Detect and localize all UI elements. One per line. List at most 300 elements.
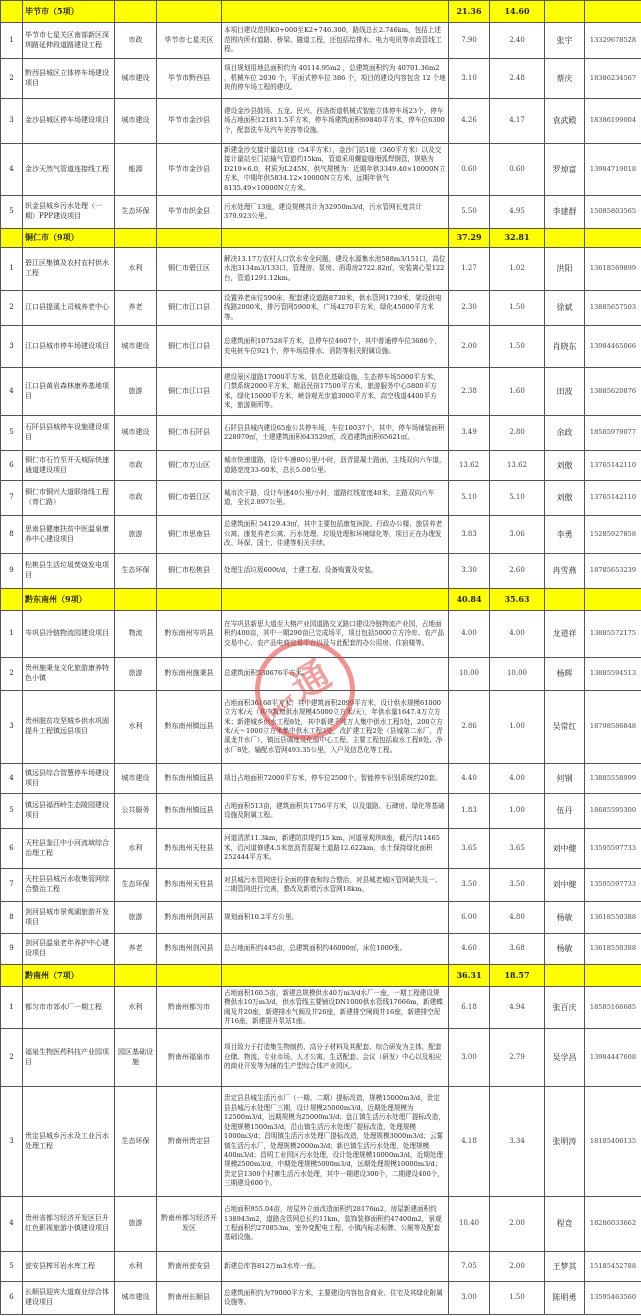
- planned-amount: 13.62: [490, 451, 545, 481]
- group-header-row: [1, 229, 641, 248]
- total-investment: 3.65: [449, 829, 490, 869]
- planned-amount: 3.68: [490, 934, 545, 965]
- project-type: 市政: [115, 23, 157, 59]
- contact-person: 陈明勇: [545, 1282, 585, 1315]
- contact-person: 王梦其: [545, 1252, 585, 1282]
- contact-phone: 13885594513: [585, 658, 641, 691]
- planned-amount: 2.40: [490, 23, 545, 59]
- total-investment: 3.10: [449, 59, 490, 99]
- row-number: 6: [1, 1282, 23, 1315]
- planned-amount: 2.80: [490, 416, 545, 451]
- project-type: 市政: [115, 481, 157, 516]
- row-number: 3: [1, 99, 23, 144]
- contact-person: 杨敏: [545, 902, 585, 934]
- project-description: 城市次干路，设计车速40公里/小时，道路红线宽度40米，主路双向六车道，全长2.897公里。: [222, 481, 449, 516]
- group-total: 37.29: [449, 229, 490, 248]
- project-location: 铜仁市石阡县: [157, 416, 222, 451]
- project-type: 城市建设: [115, 764, 157, 794]
- row-number: 2: [1, 1029, 23, 1087]
- project-description: 项目规划用地总面积约为 40114.95m2 ，总建筑面积约为 40701.36m2 ，机械车位 2030 个，平面式停车位 386 个，项目的建设内容包含 12 个地块的停车场工程的建设。: [222, 59, 449, 99]
- project-description: 总占地面积约445亩，总建筑面积约46000㎡，床位1000张。: [222, 934, 449, 965]
- group-empty-cell: [585, 229, 641, 248]
- group-header-row: [1, 589, 641, 611]
- project-type: 旅游: [115, 1197, 157, 1252]
- group-amount: 18.57: [490, 965, 545, 987]
- project-description: 项目占地面积72000平方米，停车位2500个，智能停车识别系统约20套。: [222, 764, 449, 794]
- project-table-body: [1, 1, 641, 1315]
- table-row: [1, 248, 641, 291]
- contact-phone: 13885558999: [585, 764, 641, 794]
- project-type: 城市建设: [115, 326, 157, 368]
- planned-amount: 2.00: [490, 1252, 545, 1282]
- project-type: 水利: [115, 691, 157, 764]
- total-investment: 5.10: [449, 481, 490, 516]
- contact-phone: 13984719018: [585, 144, 641, 196]
- project-location: 铜仁市松桃县: [157, 554, 222, 589]
- table-row: [1, 59, 641, 99]
- project-name: 江口县提溪土司城养老中心: [23, 291, 115, 326]
- project-type: 城市建设: [115, 1282, 157, 1315]
- row-number: 1: [1, 987, 23, 1029]
- total-investment: 5.50: [449, 196, 490, 229]
- total-investment: 4.26: [449, 99, 490, 144]
- total-investment: 3.83: [449, 516, 490, 554]
- contact-phone: 15285927858: [585, 516, 641, 554]
- project-description: 规划面积10.2平方公里。: [222, 902, 449, 934]
- row-number: 5: [1, 1252, 23, 1282]
- group-empty-cell: [157, 589, 222, 611]
- row-number: 3: [1, 326, 23, 368]
- group-empty-cell: [545, 589, 585, 611]
- planned-amount: 4.00: [490, 764, 545, 794]
- group-empty-cell: [115, 1, 157, 23]
- table-row: [1, 691, 641, 764]
- table-row: [1, 1197, 641, 1252]
- project-location: 铜仁市万山区: [157, 451, 222, 481]
- project-type: 生态环保: [115, 554, 157, 589]
- group-empty-cell: [115, 589, 157, 611]
- project-location: 铜仁市江口县: [157, 368, 222, 416]
- project-description: 建设景区道路17000平方米，信息化基础设施，生态停车场5000平方米，门禁系统2000平方米，精品民宿17500平方米，旅游服务中心5800平方米，绿化15000平方米，峡谷观光步道3000平方米，高空栈道4400平方米，旅游厕所等。: [222, 368, 449, 416]
- contact-phone: 18386234567: [585, 59, 641, 99]
- total-investment: 7.05: [449, 1252, 490, 1282]
- project-description: 解决13.17万农村人口饮水安全问题，建设水源集水池588m3/151口，高位水池3134m3/133口，管理房、泵房、消毒房2722.82㎡，安装离心泵122台，管道1291.12km。: [222, 248, 449, 291]
- project-description: 新建总库容812万m3水库一座。: [222, 1252, 449, 1282]
- project-name: 镇远县综合智慧停车场建设项目: [23, 764, 115, 794]
- total-investment: 13.62: [449, 451, 490, 481]
- table-row: [1, 291, 641, 326]
- total-investment: 10.00: [449, 658, 490, 691]
- project-name: 毕节市七星关区南部新区深圳路延伸段道路建设工程: [23, 23, 115, 59]
- project-name: 织金县城乡污水处理（一期）PPP建设项目: [23, 196, 115, 229]
- project-type: 市政: [115, 451, 157, 481]
- group-title: 铜仁市（9项）: [23, 229, 115, 248]
- contact-person: 程竞: [545, 1197, 585, 1252]
- project-type: 旅游: [115, 368, 157, 416]
- row-number: 2: [1, 59, 23, 99]
- project-location: 铜仁市江口县: [157, 291, 222, 326]
- row-number: 8: [1, 516, 23, 554]
- contact-person: 何钢: [545, 764, 585, 794]
- project-description: 建设金沙县鼓场、五龙、民兴、西洛街道机械式智能立体停车场23个，停车场占地面积121811.5平方米，停车场建筑面积69840平方米，停车位6300个，配套洗车及汽车美容等设施。: [222, 99, 449, 144]
- contact-phone: 13618550388: [585, 934, 641, 965]
- contact-person: 袁武殿: [545, 99, 585, 144]
- project-location: 黔南州都匀经济开发区: [157, 1197, 222, 1252]
- total-investment: 4.60: [449, 934, 490, 965]
- project-type: 旅游: [115, 516, 157, 554]
- project-description: 项目致力于打造集生物制药、高分子材料及其配套、综合研发为主体，配套仓储、物流、专业市场、人才公寓、生活配套、会议（研发）中心以及相应的商业开发等为辅的生产型综合体产业园区。: [222, 1029, 449, 1087]
- contact-person: 李建群: [545, 196, 585, 229]
- table-row: [1, 658, 641, 691]
- table-row: [1, 902, 641, 934]
- project-type: 生态环保: [115, 196, 157, 229]
- project-type: 生态环保: [115, 1087, 157, 1197]
- contact-person: 徐斌: [545, 291, 585, 326]
- project-description: 总建筑面积 54129.43㎡，其中主要包括康复医院、行政办公楼、旅居养老公寓、康复养老公寓、污水处理、垃圾处理和环境绿化等，项目正在办理发改、环保、国土、住建等相关手续。: [222, 516, 449, 554]
- project-location: 黔东南州岑巩县: [157, 611, 222, 658]
- contact-phone: 18798586848: [585, 691, 641, 764]
- contact-phone: 13885657503: [585, 291, 641, 326]
- total-investment: 3.00: [449, 1282, 490, 1315]
- row-number: 3: [1, 1087, 23, 1197]
- table-row: [1, 326, 641, 368]
- total-investment: 3.50: [449, 869, 490, 902]
- project-location: 黔南州贵定县: [157, 1087, 222, 1197]
- table-row: [1, 794, 641, 829]
- contact-phone: 13595597733: [585, 869, 641, 902]
- total-investment: 1.83: [449, 794, 490, 829]
- contact-phone: 18685595300: [585, 794, 641, 829]
- project-location: 毕节市织金县: [157, 196, 222, 229]
- contact-phone: 13618550388: [585, 902, 641, 934]
- contact-person: 杨敏: [545, 934, 585, 965]
- row-number: 4: [1, 764, 23, 794]
- project-name: 金沙天然气管道连接线工程: [23, 144, 115, 196]
- project-name: 贵州施秉龙文化旅游康养特色小镇: [23, 658, 115, 691]
- project-description: 城市快速道路，设计车速80公里/小时，沥青混凝土路面，主线双向六车道，道路宽度33-60米，总长5.08公里。: [222, 451, 449, 481]
- project-name: 江口县城市停车场建设项目: [23, 326, 115, 368]
- project-description: 占地面积160.5亩，新建总规模供水40万m3/d水厂一座，一期工程建设规模供水10万m3/d，供水管线主要铺设DN1000供水管线17666m，新建蝶阀及井20座，新建排水气阀及井26座，新建排空闸阀井16座，新建排空泥井16座，新建提升泵站1座。: [222, 987, 449, 1029]
- project-type: 能源: [115, 144, 157, 196]
- row-number: 1: [1, 248, 23, 291]
- project-name: 福泉生物医药科技产业园项目: [23, 1029, 115, 1087]
- row-number: 4: [1, 1197, 23, 1252]
- watermark-text: 通: [283, 651, 339, 710]
- contact-phone: 13595597733: [585, 829, 641, 869]
- project-type: 养老: [115, 291, 157, 326]
- table-row: [1, 416, 641, 451]
- total-investment: 2.30: [449, 291, 490, 326]
- project-description: 占地面积513亩，建筑面积共1756平方米，以及道路、石碑房、绿化等基础设施及附属工程。: [222, 794, 449, 829]
- project-type: 物流: [115, 611, 157, 658]
- project-description: 河道清淤11.3km，新建防洪堤约15 km，河道景观坝8座，截污沟11465米，沿河道修建4.5米宽沥青混凝土道路12.622km，水土保持绿化面积252444平方米。: [222, 829, 449, 869]
- project-description: 处理生活垃圾600t/d，土建工程、设备购置及安装。: [222, 554, 449, 589]
- contact-phone: 13595463560: [585, 1282, 641, 1315]
- group-empty-cell: [115, 965, 157, 987]
- project-type: 园区基础设施: [115, 1029, 157, 1087]
- project-description: 总建筑面积约为79000平方米，主要建设内容包含商业、住宅及其绿化附属设施等。: [222, 1282, 449, 1315]
- project-location: 毕节市金沙县: [157, 99, 222, 144]
- contact-phone: 18386199004: [585, 99, 641, 144]
- table-row: [1, 1282, 641, 1315]
- planned-amount: 2.00: [490, 1197, 545, 1252]
- project-name: 思南县健康扶贫中医温泉康养中心建设项目: [23, 516, 115, 554]
- contact-person: 张百庆: [545, 987, 585, 1029]
- contact-person: 伍丹: [545, 794, 585, 829]
- planned-amount: 4.00: [490, 611, 545, 658]
- project-name: 贵定县城乡污水及工业污水处理工程: [23, 1087, 115, 1197]
- row-number: 3: [1, 691, 23, 764]
- contact-person: 张明涛: [545, 1087, 585, 1197]
- group-total: 40.84: [449, 589, 490, 611]
- project-description: 在岑巩县新思大道至大榕产业园道路交叉路口建设冷链物流产业园，占地面积约400亩，其中一期290亩已完成场平，项目包括5000立方冷库、农产品交易中心、农产品电商交易平台以及与此配套的办公用房、住宿楼等。: [222, 611, 449, 658]
- table-row: [1, 368, 641, 416]
- contact-phone: 13329678528: [585, 23, 641, 59]
- table-row: [1, 481, 641, 516]
- group-empty-cell: [545, 965, 585, 987]
- table-row: [1, 1087, 641, 1197]
- contact-phone: 18286033662: [585, 1197, 641, 1252]
- project-type: 旅游: [115, 658, 157, 691]
- planned-amount: 1.02: [490, 248, 545, 291]
- table-row: [1, 554, 641, 589]
- contact-phone: 13984447608: [585, 1029, 641, 1087]
- planned-amount: 3.34: [490, 1087, 545, 1197]
- project-type: 旅游: [115, 902, 157, 934]
- project-name: 石阡县县城停车设施建设项目: [23, 416, 115, 451]
- contact-person: 罗焯富: [545, 144, 585, 196]
- project-name: 镇远县福西岭生态陵园建设项目: [23, 794, 115, 829]
- project-name: 铜仁市铜兴大道联络线工程（育仁路）: [23, 481, 115, 516]
- contact-phone: 15085803565: [585, 196, 641, 229]
- table-row: [1, 1029, 641, 1087]
- project-type: 养老: [115, 934, 157, 965]
- project-type: 生态环保: [115, 869, 157, 902]
- group-amount: 32.81: [490, 229, 545, 248]
- project-type: 水利: [115, 987, 157, 1029]
- project-name: 碧江区集镇及农村农村供水工程: [23, 248, 115, 291]
- planned-amount: 4.94: [490, 987, 545, 1029]
- group-empty-cell: [222, 965, 449, 987]
- contact-person: 蔡庆: [545, 59, 585, 99]
- group-empty-cell: [222, 229, 449, 248]
- total-investment: 7.90: [449, 23, 490, 59]
- project-description: 本项目建设范围K0+000至K2+746.300，路线总长2.746km，包括上述范围内所有道路、桥梁、隧道工程，还包括给排水、电力电讯等市政管线工程。: [222, 23, 449, 59]
- contact-person: 张宇: [545, 23, 585, 59]
- project-location: 毕节市七星关区: [157, 23, 222, 59]
- project-location: 铜仁市思南县: [157, 516, 222, 554]
- planned-amount: 2.60: [490, 554, 545, 589]
- project-description: 总建筑面积530676平方米。: [222, 658, 449, 691]
- row-number: 5: [1, 794, 23, 829]
- contact-phone: 13885572175: [585, 611, 641, 658]
- row-number: 7: [1, 869, 23, 902]
- project-type: 水利: [115, 829, 157, 869]
- project-description: 总建筑面积107528平方米，总停车位4607个，其中普通停车位3686个，充电桩车位921个，停车场给排水、消防等相关附属设施。: [222, 326, 449, 368]
- project-type: 城市建设: [115, 416, 157, 451]
- project-location: 黔南州瓮安县: [157, 1252, 222, 1282]
- group-empty-cell: [157, 1, 222, 23]
- group-total: 36.31: [449, 965, 490, 987]
- contact-person: 田波: [545, 368, 585, 416]
- total-investment: 0.60: [449, 144, 490, 196]
- project-location: 黔东南州镇远县: [157, 691, 222, 764]
- total-investment: 6.00: [449, 902, 490, 934]
- contact-person: 刘中健: [545, 869, 585, 902]
- contact-person: 刘中健: [545, 829, 585, 869]
- group-header-row: [1, 965, 641, 987]
- row-number: 9: [1, 554, 23, 589]
- planned-amount: 1.50: [490, 291, 545, 326]
- planned-amount: 3.50: [490, 869, 545, 902]
- contact-person: 杨辉: [545, 658, 585, 691]
- project-type: 城市建设: [115, 99, 157, 144]
- project-name: 瓮安县榨耳岩水库工程: [23, 1252, 115, 1282]
- project-location: 毕节市黔西县: [157, 59, 222, 99]
- total-investment: 1.27: [449, 248, 490, 291]
- contact-person: 吴常红: [545, 691, 585, 764]
- row-number: 1: [1, 23, 23, 59]
- project-name: 贵州省都匀经济开发区巨升红色影视旅游小镇建设项目: [23, 1197, 115, 1252]
- group-amount: 14.60: [490, 1, 545, 23]
- row-number: 2: [1, 658, 23, 691]
- project-location: 黔南州长顺县: [157, 1282, 222, 1315]
- planned-amount: 4.80: [490, 902, 545, 934]
- group-title: 黔东南州（9项）: [23, 589, 115, 611]
- contact-phone: 18585166685: [585, 987, 641, 1029]
- project-location: 毕节市金沙县: [157, 144, 222, 196]
- planned-amount: 5.10: [490, 481, 545, 516]
- project-name: 都匀市市郊水厂一期工程: [23, 987, 115, 1029]
- project-name: 剑河县温泉老年养护中心建设项目: [23, 934, 115, 965]
- project-type: 水利: [115, 248, 157, 291]
- contact-person: 吴学昌: [545, 1029, 585, 1087]
- project-name: 长顺县迎宾大道商业综合体建设项目: [23, 1282, 115, 1315]
- project-location: 铜仁市碧江区: [157, 481, 222, 516]
- planned-amount: 1.50: [490, 326, 545, 368]
- row-number: 8: [1, 902, 23, 934]
- project-description: 占地面积955.04亩，房屋外立面改造面积约28176m2，房屋新建面积约138943m2，道路含管网总长约11km，装饰装修面积约47400m2，景观工程面积约270853m，室外变配电工程、小镇内标志标牌、公厕等及配套基础设施。: [222, 1197, 449, 1252]
- table-row: [1, 764, 641, 794]
- project-name: 岑巩县冷链物流园建设项目: [23, 611, 115, 658]
- project-location: 黔东南州镇远县: [157, 764, 222, 794]
- project-description: 贵定县县城生活污水厂（一期、二期）提标改造，规模15000m3/d，贵定县县城污水处理厂三期，设计规模25000m3/d，近期处理规模为12500m3/d，远期规模为25000m3/d；盘江镇生活污水处理厂提标改造，处理规模1500m3/d，沿山镇生活污水处理厂提标改造，处理规模1000m3/d；昌明镇生活污水处理厂提标改造，处理规模3000m3/d；云雾镇生活污水厂，处理规模2000m3/d；新巴镇生活污水处理，处理规模400m3/d；昌明工业园区污水处理，设计处理规模10000m3/d，近期处理规模2500m3/d，中期处理规模5000m3/d，远期处理规模10000m3/d；贵定县1300个村寨生活污水处理，其中一期建设300个，二期建设400个，三期建设600个。: [222, 1087, 449, 1197]
- row-number: 6: [1, 451, 23, 481]
- row-number: 2: [1, 291, 23, 326]
- group-empty-cell: [157, 965, 222, 987]
- project-location: 铜仁市碧江区: [157, 248, 222, 291]
- total-investment: 3.30: [449, 554, 490, 589]
- row-number: 7: [1, 481, 23, 516]
- group-empty-cell: [585, 1, 641, 23]
- table-row: [1, 611, 641, 658]
- project-location: 黔东南州剑河县: [157, 934, 222, 965]
- contact-phone: 18785653239: [585, 554, 641, 589]
- project-location: 黔东南州天柱县: [157, 829, 222, 869]
- project-description: 污水处理厂13座，建设规模共计为32950m3/d，污水管网长度共计379.923公里。: [222, 196, 449, 229]
- table-row: [1, 196, 641, 229]
- contact-person: 肖晓东: [545, 326, 585, 368]
- group-empty-cell: [1, 229, 23, 248]
- group-empty-cell: [545, 229, 585, 248]
- group-empty-cell: [1, 589, 23, 611]
- planned-amount: 10.00: [490, 658, 545, 691]
- project-location: 黔东南州施秉县: [157, 658, 222, 691]
- contact-phone: 13885620876: [585, 368, 641, 416]
- table-row: [1, 987, 641, 1029]
- contact-person: 龙道祥: [545, 611, 585, 658]
- project-name: 江口县黄岩森林康养基地项目: [23, 368, 115, 416]
- project-type: 公共服务: [115, 794, 157, 829]
- project-name: 剑河县城市景观湖旅游开发项目: [23, 902, 115, 934]
- row-number: 1: [1, 611, 23, 658]
- contact-phone: 13765142110: [585, 451, 641, 481]
- contact-person: 冉雪燕: [545, 554, 585, 589]
- project-name: 贵州脱贫攻坚城乡供水巩固提升工程镇远县项目: [23, 691, 115, 764]
- project-type: 城市建设: [115, 59, 157, 99]
- group-title: 黔南州（7项）: [23, 965, 115, 987]
- row-number: 4: [1, 144, 23, 196]
- project-description: 新建金沙交接计量站1座（54平方米），金沙门站1座（360平方米）以及交接计量站至门站输气管道约15km，管道采用螺旋缝埋弧焊钢管，规格为D219×6.0，材质为L245N，供气规模为：近期年供3349.40×10000N立方米，中期年供5834.12×10000N立方米，远期年供气8135.49×10000N立方米。: [222, 144, 449, 196]
- project-description: 对县城污水管网进行全面的排查和综合整治，对县城老城区管网缺失及一、二期管网进行完善，整改及新增污水管网18km。: [222, 869, 449, 902]
- planned-amount: 3.06: [490, 516, 545, 554]
- group-header-row: [1, 1, 641, 23]
- planned-amount: 2.48: [490, 59, 545, 99]
- table-row: [1, 144, 641, 196]
- project-location: 黔东南州镇远县: [157, 794, 222, 829]
- project-name: 松桃县生活垃圾焚烧发电项目: [23, 554, 115, 589]
- contact-phone: 15185452788: [585, 1252, 641, 1282]
- watermark-sub: INCT: [267, 692, 298, 721]
- table-row: [1, 516, 641, 554]
- project-location: 黔南州都匀市: [157, 987, 222, 1029]
- group-empty-cell: [157, 229, 222, 248]
- planned-amount: 1.50: [490, 1282, 545, 1315]
- total-investment: 2.00: [449, 326, 490, 368]
- contact-person: 洪阳: [545, 248, 585, 291]
- table-row: [1, 99, 641, 144]
- group-empty-cell: [1, 1, 23, 23]
- total-investment: 10.40: [449, 1197, 490, 1252]
- planned-amount: 3.65: [490, 829, 545, 869]
- table-row: [1, 451, 641, 481]
- project-description: 石阡县县城内建设65座公共停车场，车位10037个，其中，停车场铺装面积228979㎡，土建建筑面积643529㎡，改造建筑面积65621㎡。: [222, 416, 449, 451]
- total-investment: 4.18: [449, 1087, 490, 1197]
- group-amount: 35.63: [490, 589, 545, 611]
- total-investment: 4.40: [449, 764, 490, 794]
- table-row: [1, 934, 641, 965]
- group-empty-cell: [585, 589, 641, 611]
- row-number: 6: [1, 829, 23, 869]
- contact-person: 刘傲: [545, 451, 585, 481]
- row-number: 4: [1, 368, 23, 416]
- total-investment: 4.00: [449, 611, 490, 658]
- project-name: 天柱县县城污水收集管网综合整治工程: [23, 869, 115, 902]
- contact-phone: 13765142110: [585, 481, 641, 516]
- group-empty-cell: [222, 1, 449, 23]
- project-description: 设置养老床位590床，配套建设道路8730米，供水管网1739米，架设供电线路2000米，排污管网5900米，广场4270平方米，绿化45000平方米等。: [222, 291, 449, 326]
- planned-amount: 4.95: [490, 196, 545, 229]
- total-investment: 6.18: [449, 987, 490, 1029]
- project-location: 黔东南州天柱县: [157, 869, 222, 902]
- group-empty-cell: [1, 965, 23, 987]
- project-type: 水利: [115, 1252, 157, 1282]
- contact-person: 余政: [545, 416, 585, 451]
- contact-phone: 13618569899: [585, 248, 641, 291]
- project-location: 黔东南州剑河县: [157, 902, 222, 934]
- project-location: 铜仁市江口县: [157, 326, 222, 368]
- planned-amount: 1.60: [490, 368, 545, 416]
